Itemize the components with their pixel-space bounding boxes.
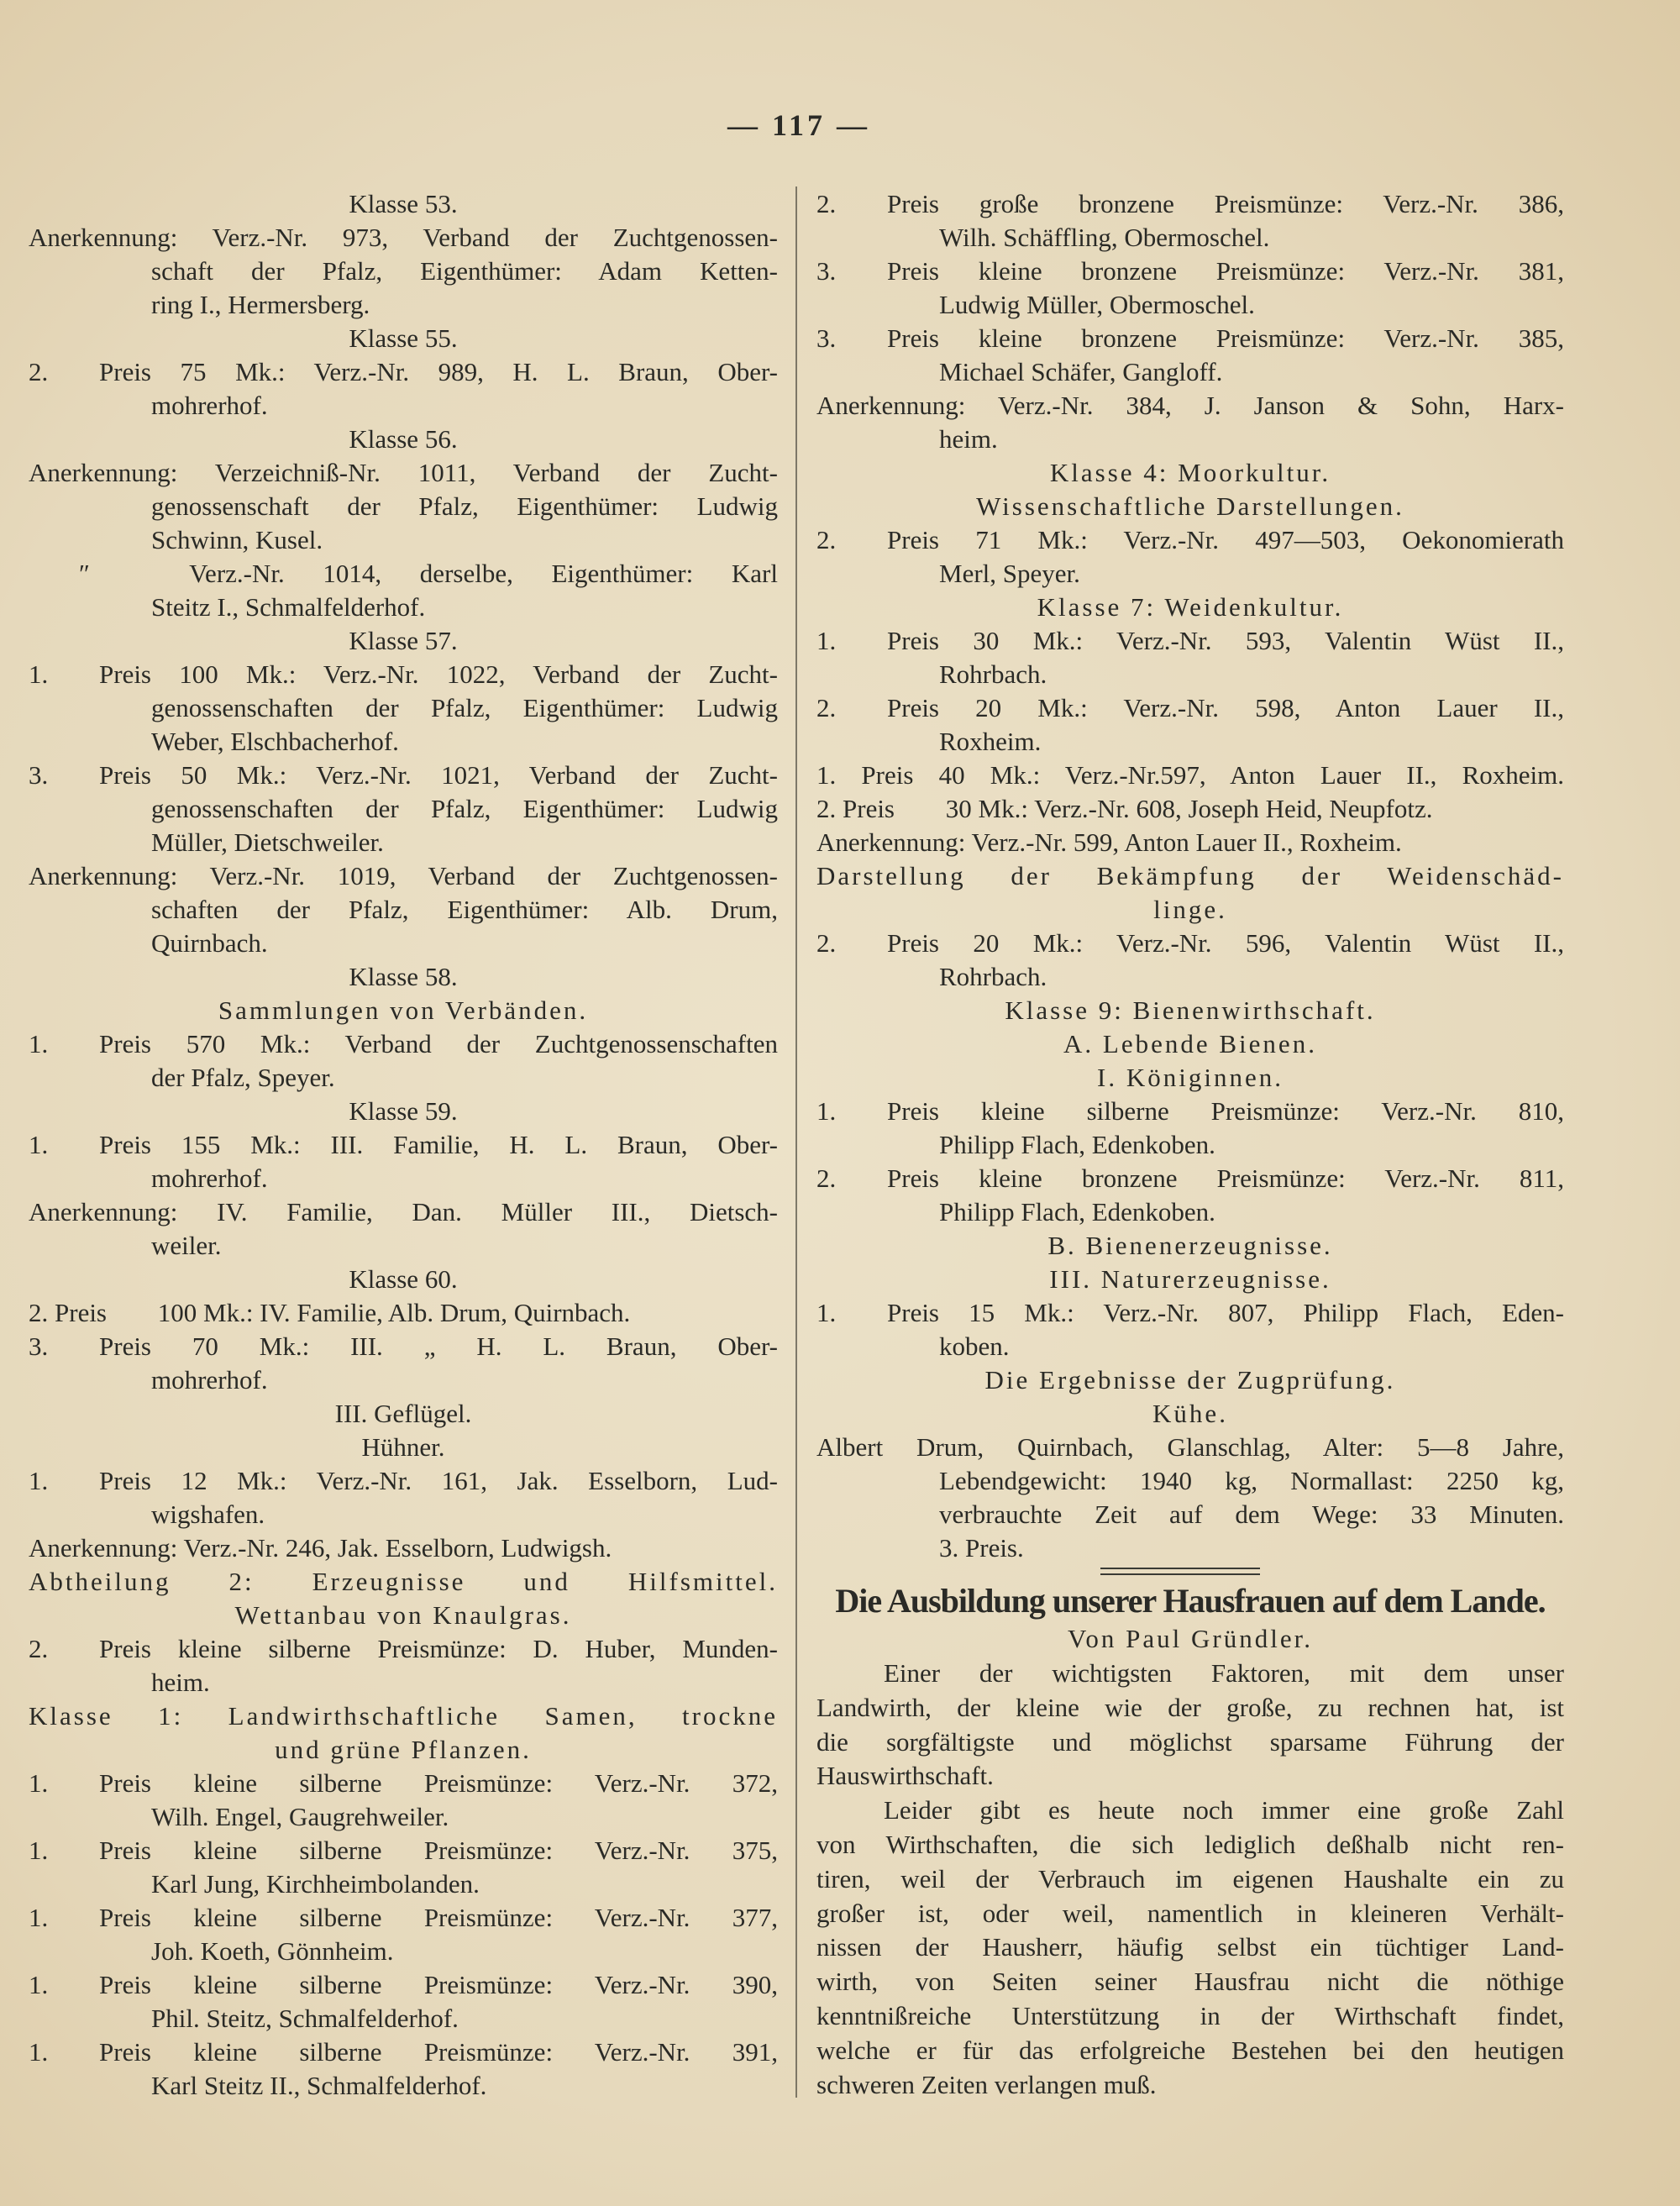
entry-line (816, 691, 1564, 725)
entry-line (29, 1968, 778, 2002)
award-label: 1. Preis (29, 1130, 151, 1159)
award-entry (29, 1464, 778, 1531)
section-heading: III. Naturerzeugnisse. (1049, 1264, 1331, 1294)
entry-line (29, 557, 778, 591)
entry-line (29, 927, 778, 960)
paragraph-line: tiren, weil der Verbrauch im eigenen Haushalte ein zu (816, 1863, 1564, 1893)
paragraph-line: kenntnißreiche Unterstützung in der Wirthschaft findet, (816, 2000, 1564, 2030)
entry-text: Karl Jung, Kirchheimbolanden. (151, 1869, 480, 1899)
section-heading: Wissenschaftliche Darstellungen. (976, 491, 1404, 521)
entry-text: Weber, Elschbacherhof. (151, 727, 399, 756)
award-entry (29, 1296, 778, 1330)
award-label: Anerkennung: (816, 827, 966, 857)
entry-text: genossenschaften der Pfalz, Eigenthümer: Ludwig (151, 693, 778, 722)
entry-text: Lebendgewicht: 1940 kg, Normallast: 2250 kg, (939, 1466, 1564, 1495)
entry-line (816, 960, 1564, 994)
entry-line (816, 1095, 1564, 1128)
entry-text: Quirnbach. (151, 928, 268, 958)
paragraph-line: wirth, von Seiten seiner Hausfrau nicht die nöthige (816, 1967, 1564, 1997)
award-label: 2. Preis (29, 357, 151, 386)
entry-line (816, 1531, 1564, 1565)
entry-line (29, 1229, 778, 1263)
entry-text: Steitz I., Schmalfelderhof. (151, 592, 426, 622)
award-label: 1. Preis (29, 1903, 151, 1932)
entry-line (29, 1363, 778, 1397)
entry-text: kleine silberne Preismünze: Verz.-Nr. 391, (193, 2037, 778, 2067)
entry-line (29, 725, 778, 759)
award-entry (816, 691, 1564, 759)
entry-text: Verz.-Nr. 246, Jak. Esselborn, Ludwigsh. (183, 1533, 612, 1563)
entry-text: Roxheim. (939, 727, 1042, 756)
entry-line (816, 1431, 1564, 1464)
paragraph-line: schweren Zeiten verlangen muß. (816, 2069, 1157, 2099)
entry-line (29, 1195, 778, 1229)
award-entry (816, 826, 1564, 859)
paragraph-line: Einer der wichtigsten Faktoren, mit dem unser (884, 1658, 1564, 1688)
entry-line (816, 255, 1564, 288)
entry-text: Karl Steitz II., Schmalfelderhof. (151, 2071, 487, 2100)
entry-text: ring I., Hermersberg. (151, 290, 370, 319)
entry-text: Rohrbach. (939, 659, 1047, 689)
entry-line (29, 1632, 778, 1666)
entry-text: Joh. Koeth, Gönnheim. (151, 1936, 394, 1966)
section-heading: linge. (1153, 895, 1227, 924)
entry-text: wigshafen. (151, 1500, 265, 1529)
award-entry (29, 1968, 778, 2035)
award-label: 2. Preis (816, 1163, 939, 1193)
entry-text: kleine bronzene Preismünze: Verz.-Nr. 381, (978, 256, 1564, 286)
entry-text: große bronzene Preismünze: Verz.-Nr. 386, (979, 189, 1564, 218)
award-entry (29, 759, 778, 859)
entry-text: Verz.-Nr. 973, Verband der Zuchtgenossen- (212, 223, 778, 252)
entry-line (29, 389, 778, 423)
award-label: 3. Preis (816, 256, 939, 286)
entry-line (29, 859, 778, 893)
entry-text: Ludwig Müller, Obermoschel. (939, 290, 1255, 319)
section-heading: Klasse 58. (349, 962, 458, 991)
article (816, 1568, 1564, 2102)
award-label: Anerkennung: (816, 391, 966, 420)
award-label: 1. Preis (816, 1096, 939, 1126)
paragraph-line: von Wirthschaften, die sich lediglich deßhalb nicht ren- (816, 1829, 1564, 1859)
award-entry (29, 557, 778, 624)
entry-text: 15 Mk.: Verz.-Nr. 807, Philipp Flach, Eden- (969, 1298, 1564, 1327)
section-heading: I. Königinnen. (1097, 1063, 1284, 1092)
award-entry (816, 187, 1564, 255)
entry-line (816, 523, 1564, 557)
entry-line (29, 759, 778, 792)
entry-text: Wilh. Engel, Gaugrehweiler. (151, 1802, 449, 1831)
entry-line (29, 691, 778, 725)
entry-text: Schwinn, Kusel. (151, 525, 323, 554)
award-line: 1. Preis 40 Mk.: Verz.-Nr.597, Anton Lauer II., Roxheim. (816, 760, 1564, 790)
award-label: 3. Preis (29, 760, 151, 790)
award-entry (816, 1162, 1564, 1229)
section-heading: A. Lebende Bienen. (1063, 1029, 1317, 1058)
entry-line (29, 1901, 778, 1935)
award-entry (816, 1095, 1564, 1162)
entry-line (29, 1296, 778, 1330)
entry-text: Verz.-Nr. 384, J. Janson & Sohn, Harx- (997, 391, 1564, 420)
award-entry (816, 1431, 1564, 1565)
award-entry (29, 1901, 778, 1968)
entry-text: Wilh. Schäffling, Obermoschel. (939, 223, 1270, 252)
page-number: — 117 — (727, 108, 870, 142)
entry-line (29, 2069, 778, 2103)
award-label: 2. Preis (816, 928, 939, 958)
award-label: Anerkennung: (29, 1197, 178, 1226)
entry-line (816, 725, 1564, 759)
entry-line (816, 658, 1564, 691)
award-label: 2. Preis (29, 1298, 107, 1327)
entry-line (816, 322, 1564, 355)
entry-text: mohrerhof. (151, 391, 268, 420)
entry-line (816, 355, 1564, 389)
entry-text: IV. Familie, Dan. Müller III., Dietsch- (217, 1197, 778, 1226)
section-heading: Klasse 9: Bienenwirthschaft. (1005, 995, 1376, 1025)
award-label: Anerkennung: (29, 861, 178, 890)
award-label: 3. Preis (29, 1331, 151, 1361)
entry-line (29, 1061, 778, 1095)
award-entry (816, 523, 1564, 591)
paragraph-line: Leider gibt es heute noch immer eine große Zahl (884, 1795, 1564, 1825)
entry-text: 75 Mk.: Verz.-Nr. 989, H. L. Braun, Ober- (180, 357, 778, 386)
entry-text: 70 Mk.: III. „ H. L. Braun, Ober- (192, 1331, 778, 1361)
award-label: Anerkennung: (29, 223, 178, 252)
section-heading: Klasse 55. (349, 323, 458, 353)
section-heading: und grüne Pflanzen. (275, 1735, 532, 1764)
entry-line (29, 1800, 778, 1834)
entry-line (816, 221, 1564, 255)
entry-line (29, 2002, 778, 2035)
section-heading: Die Ergebnisse der Zugprüfung. (984, 1365, 1396, 1395)
entry-line (816, 557, 1564, 591)
entry-text: Verzeichniß-Nr. 1011, Verband der Zucht- (214, 458, 778, 487)
entry-text: genossenschaften der Pfalz, Eigenthümer: Ludwig (151, 794, 778, 823)
entry-text: Verz.-Nr. 599, Anton Lauer II., Roxheim. (971, 827, 1402, 857)
entry-line (816, 288, 1564, 322)
section-heading: Sammlungen von Verbänden. (218, 995, 589, 1025)
award-entry (29, 1330, 778, 1397)
section-line: Darstellung der Bekämpfung der Weidenschäd- (816, 861, 1564, 890)
award-entry (816, 1296, 1564, 1363)
entry-line (29, 355, 778, 389)
award-entry (29, 1632, 778, 1699)
entry-text: Müller, Dietschweiler. (151, 827, 384, 857)
award-label: Anerkennung: (29, 1533, 178, 1563)
award-label: 2. Preis (816, 794, 895, 823)
entry-line (816, 826, 1564, 859)
award-label: 1. Preis (816, 1298, 939, 1327)
section-line: Abtheilung 2: Erzeugnisse und Hilfsmittel. (29, 1567, 778, 1596)
entry-line (29, 2035, 778, 2069)
entry-text: mohrerhof. (151, 1365, 268, 1395)
entry-line (29, 1531, 778, 1565)
award-entry (29, 1195, 778, 1263)
paragraph (816, 1794, 1564, 2102)
paragraph-line: welche er für das erfolgreiche Bestehen bei den heutigen (816, 2035, 1564, 2065)
entry-text: heim. (939, 424, 998, 454)
entry-text: Verz.-Nr. 1014, derselbe, Eigenthümer: Karl (189, 559, 778, 588)
paragraph-line: Hauswirthschaft. (816, 1761, 994, 1791)
section-heading: Wettanbau von Knaulgras. (234, 1600, 572, 1630)
entry-line (29, 1767, 778, 1800)
entry-line (29, 591, 778, 624)
award-entry (29, 221, 778, 322)
entry-line (816, 1162, 1564, 1195)
entry-text: Rohrbach. (939, 962, 1047, 991)
entry-line (816, 187, 1564, 221)
left-column (29, 187, 778, 2103)
entry-line (29, 456, 778, 490)
award-label: ″ (79, 559, 90, 588)
entry-line (816, 792, 1564, 826)
entry-text: kleine silberne Preismünze: D. Huber, Munden- (177, 1634, 778, 1663)
entry-line (29, 490, 778, 523)
paragraph-line: Landwirth, der kleine wie der große, zu rechnen hat, ist (816, 1692, 1564, 1722)
column-divider (795, 186, 797, 2098)
award-entry (29, 1128, 778, 1195)
section-heading: Hühner. (361, 1432, 445, 1462)
entry-line (29, 1464, 778, 1498)
entry-line (29, 1666, 778, 1699)
entry-line (29, 1935, 778, 1968)
section-heading: Klasse 53. (349, 189, 458, 218)
award-entry (29, 658, 778, 759)
entry-text: kleine silberne Preismünze: Verz.-Nr. 810, (980, 1096, 1564, 1126)
entry-text: Philipp Flach, Edenkoben. (939, 1197, 1215, 1226)
entry-text: 20 Mk.: Verz.-Nr. 596, Valentin Wüst II., (973, 928, 1564, 958)
entry-line (29, 658, 778, 691)
entry-text: genossenschaft der Pfalz, Eigenthümer: Ludwig (151, 491, 778, 521)
section-heading: III. Geflügel. (334, 1399, 472, 1428)
entry-text: 30 Mk.: Verz.-Nr. 593, Valentin Wüst II., (973, 626, 1564, 655)
award-entry (29, 859, 778, 960)
entry-line (29, 1498, 778, 1531)
award-entry (29, 1027, 778, 1095)
section-heading: Klasse 7: Weidenkultur. (1037, 592, 1344, 622)
entry-text: weiler. (151, 1231, 222, 1260)
entry-line (29, 1834, 778, 1867)
entry-text: heim. (151, 1668, 210, 1697)
entry-line (29, 893, 778, 927)
award-label: 1. Preis (29, 1768, 151, 1798)
entry-line (816, 389, 1564, 423)
entry-text: Albert Drum, Quirnbach, Glanschlag, Alter: 5—8 Jahre, (816, 1432, 1564, 1462)
entry-text: Philipp Flach, Edenkoben. (939, 1130, 1215, 1159)
entry-text: 100 Mk.: IV. Familie, Alb. Drum, Quirnbach. (157, 1298, 631, 1327)
entry-text: Michael Schäfer, Gangloff. (939, 357, 1223, 386)
award-entry (29, 2035, 778, 2103)
paragraph-line: die sorgfältigste und möglichst sparsame Führung der (816, 1726, 1564, 1757)
entry-text: kleine bronzene Preismünze: Verz.-Nr. 811, (979, 1163, 1564, 1193)
award-label: 2. Preis (816, 189, 939, 218)
entry-text: 30 Mk.: Verz.-Nr. 608, Joseph Heid, Neupfotz. (945, 794, 1433, 823)
award-label: 1. Preis (29, 1029, 151, 1058)
award-label: 2. Preis (816, 693, 939, 722)
entry-line (816, 1296, 1564, 1330)
article-title: Die Ausbildung unserer Hausfrauen auf dem Lande. (835, 1582, 1546, 1620)
award-label: Anerkennung: (29, 458, 178, 487)
entry-text: 20 Mk.: Verz.-Nr. 598, Anton Lauer II., (975, 693, 1564, 722)
award-entry (816, 255, 1564, 322)
entry-line (816, 1195, 1564, 1229)
article-body (816, 1657, 1564, 2102)
award-label: 2. Preis (816, 525, 939, 554)
section-heading: Klasse 59. (349, 1096, 458, 1126)
paragraph (816, 1657, 1564, 1794)
entry-line (29, 255, 778, 288)
award-label: 2. Preis (29, 1634, 151, 1663)
award-entry (816, 792, 1564, 826)
entry-text: kleine silberne Preismünze: Verz.-Nr. 375, (193, 1836, 778, 1865)
entry-line (29, 792, 778, 826)
award-entry (816, 389, 1564, 456)
section-heading: Klasse 4: Moorkultur. (1049, 458, 1331, 487)
section-heading: Kühe. (1152, 1399, 1228, 1428)
award-label: 1. Preis (29, 2037, 151, 2067)
entry-text: kleine bronzene Preismünze: Verz.-Nr. 385, (978, 323, 1564, 353)
section-heading: B. Bienenerzeugnisse. (1047, 1231, 1333, 1260)
entry-text: 155 Mk.: III. Familie, H. L. Braun, Ober- (181, 1130, 778, 1159)
entry-line (816, 1128, 1564, 1162)
entry-text: Verz.-Nr. 1019, Verband der Zuchtgenossen- (209, 861, 778, 890)
award-entry (29, 456, 778, 557)
entry-line (816, 624, 1564, 658)
award-entry (29, 1834, 778, 1901)
title-rule (1100, 1568, 1260, 1575)
award-label: 1. Preis (29, 1970, 151, 1999)
entry-line (29, 1128, 778, 1162)
section-line: Klasse 1: Landwirthschaftliche Samen, trockne (29, 1701, 778, 1731)
entry-text: 12 Mk.: Verz.-Nr. 161, Jak. Esselborn, Lud- (181, 1466, 778, 1495)
section-heading: Klasse 60. (349, 1264, 458, 1294)
entry-text: mohrerhof. (151, 1163, 268, 1193)
entry-text: 71 Mk.: Verz.-Nr. 497—503, Oekonomierath (975, 525, 1564, 554)
award-entry (29, 1531, 778, 1565)
paragraph-line: großer ist, oder weil, namentlich in kleineren Verhält- (816, 1898, 1564, 1928)
entry-text: kleine silberne Preismünze: Verz.-Nr. 372, (193, 1768, 778, 1798)
entry-line (29, 1027, 778, 1061)
award-label: 1. Preis (816, 626, 939, 655)
entry-text: verbrauchte Zeit auf dem Wege: 33 Minuten. (939, 1500, 1564, 1529)
award-entry (816, 624, 1564, 691)
entry-line (29, 523, 778, 557)
award-entry (816, 927, 1564, 994)
award-entry (29, 1767, 778, 1834)
entry-text: Merl, Speyer. (939, 559, 1080, 588)
award-label: 3. Preis (816, 323, 939, 353)
award-label: 1. Preis (29, 659, 151, 689)
entry-text: 570 Mk.: Verband der Zuchtgenossenschaften (186, 1029, 778, 1058)
section-heading: Klasse 56. (349, 424, 458, 454)
entry-line (816, 1464, 1564, 1498)
entry-line (816, 1498, 1564, 1531)
entry-text: schaft der Pfalz, Eigenthümer: Adam Ketten- (151, 256, 778, 286)
award-entry (29, 355, 778, 423)
entry-line (29, 1330, 778, 1363)
entry-text: kleine silberne Preismünze: Verz.-Nr. 377, (193, 1903, 778, 1932)
entry-text: schaften der Pfalz, Eigenthümer: Alb. Drum, (151, 895, 778, 924)
entry-text: 50 Mk.: Verz.-Nr. 1021, Verband der Zucht- (181, 760, 778, 790)
entry-text: Phil. Steitz, Schmalfelderhof. (151, 2004, 459, 2033)
entry-line (29, 221, 778, 255)
entry-line (29, 826, 778, 859)
entry-text: der Pfalz, Speyer. (151, 1063, 335, 1092)
entry-text: kleine silberne Preismünze: Verz.-Nr. 390, (193, 1970, 778, 1999)
entry-text: 3. Preis. (939, 1533, 1024, 1563)
right-column (816, 187, 1564, 1565)
entry-line (29, 1162, 778, 1195)
award-label: 1. Preis (29, 1466, 151, 1495)
award-entry (816, 322, 1564, 389)
entry-line (816, 927, 1564, 960)
entry-line (816, 423, 1564, 456)
entry-text: 100 Mk.: Verz.-Nr. 1022, Verband der Zucht- (179, 659, 778, 689)
entry-line (29, 1867, 778, 1901)
entry-line (29, 288, 778, 322)
entry-text: koben. (939, 1331, 1010, 1361)
entry-line (816, 1330, 1564, 1363)
paragraph-line: nissen der Hausherr, häufig selbst ein tüchtiger Land- (816, 1932, 1564, 1962)
article-byline: Von Paul Gründler. (1068, 1624, 1313, 1653)
section-heading: Klasse 57. (349, 626, 458, 655)
award-label: 1. Preis (29, 1836, 151, 1865)
